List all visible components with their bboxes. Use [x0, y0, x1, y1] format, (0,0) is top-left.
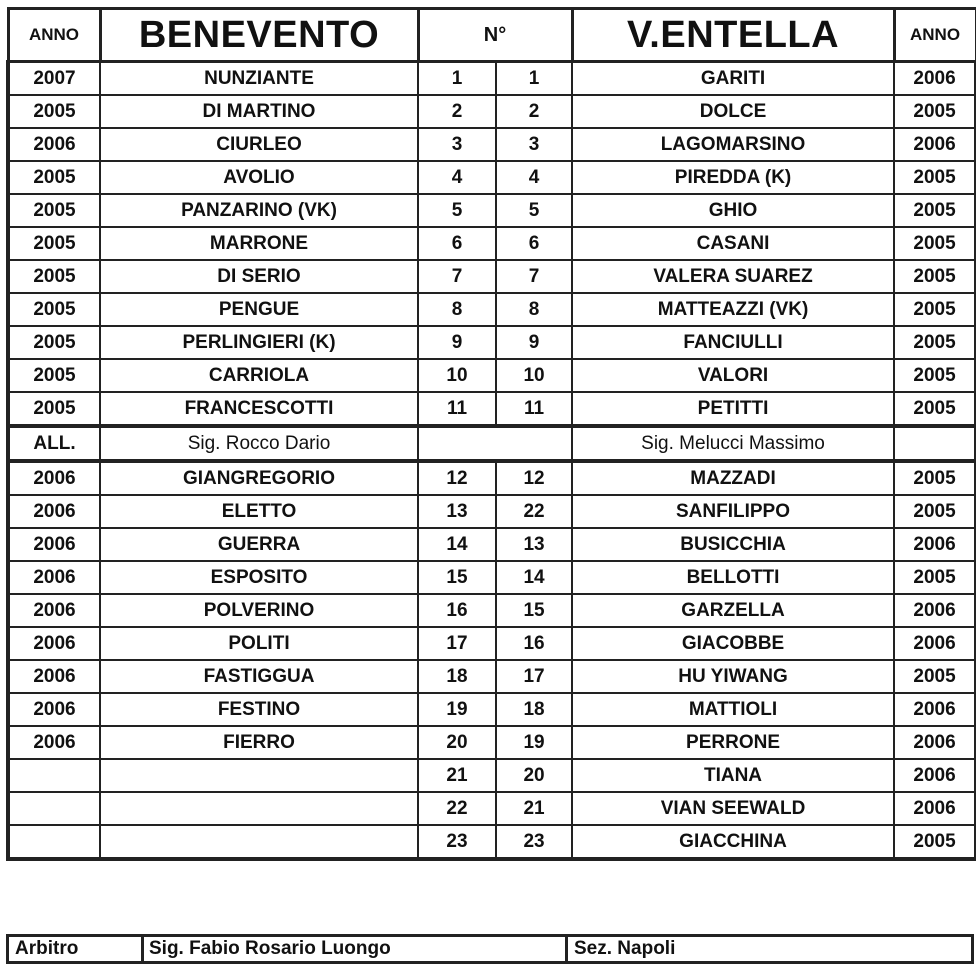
away-player: VALORI — [572, 359, 894, 392]
home-number: 23 — [418, 825, 496, 859]
home-team-title: BENEVENTO — [100, 9, 418, 62]
away-player: GHIO — [572, 194, 894, 227]
home-player: DI SERIO — [100, 260, 418, 293]
home-year: 2005 — [8, 359, 100, 392]
home-year: 2006 — [8, 726, 100, 759]
home-number: 12 — [418, 461, 496, 495]
home-player: GUERRA — [100, 528, 418, 561]
away-player: GARITI — [572, 62, 894, 96]
away-number: 21 — [496, 792, 572, 825]
home-year: 2006 — [8, 627, 100, 660]
home-number: 17 — [418, 627, 496, 660]
home-player — [100, 792, 418, 825]
home-number: 16 — [418, 594, 496, 627]
away-year: 2005 — [894, 825, 976, 859]
away-player: GIACCHINA — [572, 825, 894, 859]
starters-row — [8, 359, 976, 392]
away-player: CASANI — [572, 227, 894, 260]
away-number: 19 — [496, 726, 572, 759]
away-year: 2005 — [894, 227, 976, 260]
away-player: MATTEAZZI (VK) — [572, 293, 894, 326]
home-number: 3 — [418, 128, 496, 161]
home-number: 20 — [418, 726, 496, 759]
away-year: 2005 — [894, 561, 976, 594]
home-player: PANZARINO (VK) — [100, 194, 418, 227]
substitutes-row — [8, 759, 976, 792]
away-year: 2006 — [894, 759, 976, 792]
away-year: 2006 — [894, 128, 976, 161]
home-year: 2006 — [8, 561, 100, 594]
referee-label: Arbitro — [15, 938, 79, 959]
home-number: 9 — [418, 326, 496, 359]
coach-row — [8, 426, 976, 461]
number-header: N° — [418, 9, 572, 62]
substitutes-row — [8, 726, 976, 759]
away-player: FANCIULLI — [572, 326, 894, 359]
home-coach: Sig. Rocco Dario — [100, 426, 418, 461]
home-number: 22 — [418, 792, 496, 825]
away-number: 13 — [496, 528, 572, 561]
away-number: 9 — [496, 326, 572, 359]
header-row — [8, 9, 976, 62]
away-number: 6 — [496, 227, 572, 260]
home-year: 2005 — [8, 227, 100, 260]
away-number: 3 — [496, 128, 572, 161]
away-player: SANFILIPPO — [572, 495, 894, 528]
starters-row — [8, 392, 976, 426]
away-number: 16 — [496, 627, 572, 660]
home-year: 2005 — [8, 260, 100, 293]
away-year: 2006 — [894, 62, 976, 96]
home-player: FESTINO — [100, 693, 418, 726]
home-number: 8 — [418, 293, 496, 326]
home-year: 2006 — [8, 594, 100, 627]
away-number: 11 — [496, 392, 572, 426]
coach-number-blank — [418, 426, 572, 461]
anno-right-header: ANNO — [894, 9, 976, 62]
away-number: 12 — [496, 461, 572, 495]
lineup-sheet — [6, 7, 976, 861]
starters-row — [8, 161, 976, 194]
away-player: VALERA SUAREZ — [572, 260, 894, 293]
home-year: 2006 — [8, 693, 100, 726]
anno-left-header: ANNO — [8, 9, 100, 62]
home-year: 2006 — [8, 461, 100, 495]
home-year: 2005 — [8, 95, 100, 128]
home-number: 14 — [418, 528, 496, 561]
away-year: 2005 — [894, 161, 976, 194]
referee-section: Sez. Napoli — [574, 938, 676, 959]
substitutes-row — [8, 660, 976, 693]
away-year: 2005 — [894, 461, 976, 495]
lineup-table — [6, 7, 976, 861]
substitutes-row — [8, 495, 976, 528]
away-year: 2006 — [894, 627, 976, 660]
home-number: 18 — [418, 660, 496, 693]
home-number: 11 — [418, 392, 496, 426]
starters-row — [8, 260, 976, 293]
starters-row — [8, 326, 976, 359]
starters-row — [8, 194, 976, 227]
away-number: 20 — [496, 759, 572, 792]
away-number: 17 — [496, 660, 572, 693]
home-number: 4 — [418, 161, 496, 194]
home-number: 10 — [418, 359, 496, 392]
away-year: 2005 — [894, 392, 976, 426]
substitutes-row — [8, 627, 976, 660]
away-number: 4 — [496, 161, 572, 194]
away-number: 8 — [496, 293, 572, 326]
coach-year-blank — [894, 426, 976, 461]
away-number: 23 — [496, 825, 572, 859]
home-number: 21 — [418, 759, 496, 792]
away-player: HU YIWANG — [572, 660, 894, 693]
away-year: 2006 — [894, 594, 976, 627]
home-year: 2006 — [8, 528, 100, 561]
away-player: VIAN SEEWALD — [572, 792, 894, 825]
home-player — [100, 759, 418, 792]
away-year: 2006 — [894, 528, 976, 561]
away-player: GARZELLA — [572, 594, 894, 627]
home-number: 19 — [418, 693, 496, 726]
away-number: 1 — [496, 62, 572, 96]
home-year: 2007 — [8, 62, 100, 96]
away-player: GIACOBBE — [572, 627, 894, 660]
substitutes-row — [8, 594, 976, 627]
home-player: ESPOSITO — [100, 561, 418, 594]
home-year: 2006 — [8, 128, 100, 161]
away-number: 5 — [496, 194, 572, 227]
home-player — [100, 825, 418, 859]
starters-row — [8, 95, 976, 128]
away-number: 10 — [496, 359, 572, 392]
away-number: 15 — [496, 594, 572, 627]
away-number: 18 — [496, 693, 572, 726]
away-number: 2 — [496, 95, 572, 128]
home-player: FASTIGGUA — [100, 660, 418, 693]
away-year: 2005 — [894, 326, 976, 359]
home-player: PERLINGIERI (K) — [100, 326, 418, 359]
home-player: AVOLIO — [100, 161, 418, 194]
home-player: POLVERINO — [100, 594, 418, 627]
away-year: 2006 — [894, 726, 976, 759]
substitutes-row — [8, 792, 976, 825]
away-player: BUSICCHIA — [572, 528, 894, 561]
away-year: 2005 — [894, 359, 976, 392]
away-player: TIANA — [572, 759, 894, 792]
away-player: BELLOTTI — [572, 561, 894, 594]
away-number: 14 — [496, 561, 572, 594]
home-number: 2 — [418, 95, 496, 128]
home-year — [8, 792, 100, 825]
substitutes-row — [8, 825, 976, 859]
home-player: MARRONE — [100, 227, 418, 260]
home-year — [8, 825, 100, 859]
home-year: 2005 — [8, 194, 100, 227]
substitutes-row — [8, 528, 976, 561]
away-number: 22 — [496, 495, 572, 528]
home-player: CARRIOLA — [100, 359, 418, 392]
coach-label: ALL. — [8, 426, 100, 461]
home-year: 2006 — [8, 660, 100, 693]
home-number: 7 — [418, 260, 496, 293]
home-player: GIANGREGORIO — [100, 461, 418, 495]
home-year — [8, 759, 100, 792]
home-player: CIURLEO — [100, 128, 418, 161]
substitutes-row — [8, 561, 976, 594]
starters-row — [8, 62, 976, 96]
substitutes-row — [8, 461, 976, 495]
home-year: 2005 — [8, 161, 100, 194]
home-year: 2005 — [8, 293, 100, 326]
home-number: 1 — [418, 62, 496, 96]
away-player: DOLCE — [572, 95, 894, 128]
home-number: 6 — [418, 227, 496, 260]
home-player: FRANCESCOTTI — [100, 392, 418, 426]
home-player: NUNZIANTE — [100, 62, 418, 96]
home-number: 5 — [418, 194, 496, 227]
away-year: 2005 — [894, 660, 976, 693]
away-coach: Sig. Melucci Massimo — [572, 426, 894, 461]
away-player: MAZZADI — [572, 461, 894, 495]
home-player: FIERRO — [100, 726, 418, 759]
home-player: PENGUE — [100, 293, 418, 326]
home-year: 2006 — [8, 495, 100, 528]
home-year: 2005 — [8, 326, 100, 359]
home-number: 15 — [418, 561, 496, 594]
away-year: 2005 — [894, 495, 976, 528]
starters-row — [8, 128, 976, 161]
away-player: PETITTI — [572, 392, 894, 426]
away-player: PERRONE — [572, 726, 894, 759]
away-year: 2005 — [894, 260, 976, 293]
substitutes-row — [8, 693, 976, 726]
away-year: 2006 — [894, 693, 976, 726]
away-year: 2005 — [894, 293, 976, 326]
away-number: 7 — [496, 260, 572, 293]
referee-name: Sig. Fabio Rosario Luongo — [149, 938, 391, 959]
home-player: ELETTO — [100, 495, 418, 528]
away-year: 2006 — [894, 792, 976, 825]
away-player: MATTIOLI — [572, 693, 894, 726]
starters-row — [8, 227, 976, 260]
home-number: 13 — [418, 495, 496, 528]
away-year: 2005 — [894, 95, 976, 128]
starters-row — [8, 293, 976, 326]
away-year: 2005 — [894, 194, 976, 227]
away-player: PIREDDA (K) — [572, 161, 894, 194]
home-player: POLITI — [100, 627, 418, 660]
away-team-title: V.ENTELLA — [572, 9, 894, 62]
home-year: 2005 — [8, 392, 100, 426]
away-player: LAGOMARSINO — [572, 128, 894, 161]
home-player: DI MARTINO — [100, 95, 418, 128]
referee-bar — [6, 934, 974, 964]
